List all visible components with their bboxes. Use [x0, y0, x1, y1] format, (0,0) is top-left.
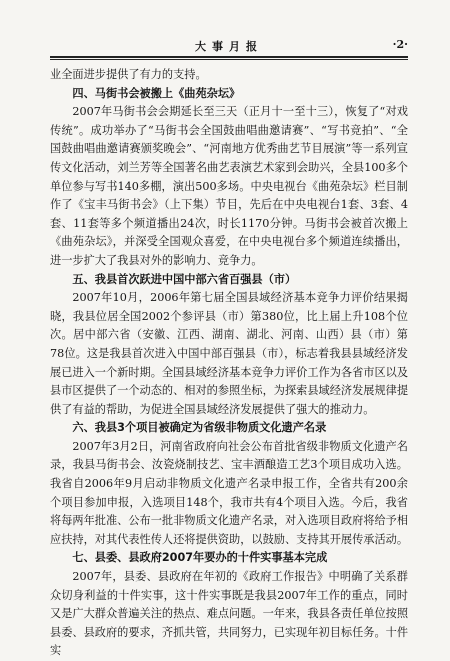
- running-title: 大事月报: [195, 40, 263, 53]
- paragraph: 2007年，县委、县政府在年初的《政府工作报告》中明确了关系群众切身利益的十件实事，这十件实事既是我县2007年工作的重点，同时又是广大群众普遍关注的热点、难点问题。一年来，我县各责任单位按照县委、县政府的要求，齐抓共管，共同努力，已实现年初目标任务。十件实: [50, 570, 409, 658]
- section-heading: 七、县委、县政府2007年要办的十件实事基本完成: [72, 551, 328, 565]
- paragraph: 2007年3月2日，河南省政府向社会公布首批省级非物质文化遗产名录，我县马街书会、汝瓷烧制技艺、宝丰酒酿造工艺3个项目成功入选。我省自2006年9月启动非物质文化遗产名录申报工作，全省共有200余个项目参加申报，入选项目148个，我市共有4个项目入选。今后，我省将每两年批准、公布一批非物质文化遗产名录，对入选项目政府将给予相应扶持，对其代表性传人还将提供资助，以鼓励、支持其开展传承活动。: [50, 439, 409, 546]
- document-body: [50, 66, 408, 661]
- header-rule: [50, 56, 408, 58]
- section-heading: 六、我县3个项目被确定为省级非物质文化遗产名录: [72, 421, 327, 435]
- page-number: ·2·: [392, 38, 408, 51]
- section-heading: 五、我县首次跃进中国中部六省百强县（市）: [72, 272, 297, 286]
- header-rule-thin: [50, 59, 408, 60]
- paragraph: 2007年10月，2006年第七届全国县域经济基本竞争力评价结果揭晓，我县位居全国2002个参评县（市）第380位，比上届上升108个位次。居中部六省（安徽、江西、湖南、湖北、河南、山西）县（市）第78位。这是我县首次进入中国中部百强县（市），标志着我县县域经济发展已进入一个新时期。全国县域经济基本竞争力评价工作为各省市区以及县市区提供了一个动态的、相对的参照坐标，为探索县域经济发展规律提供了有益的帮助，为促进全国县域经济发展提供了强大的推动力。: [50, 291, 409, 416]
- paragraph: 2007年马街书会会期延长至三天（正月十一至十三），恢复了“对戏传统”。成功举办了“马街书会全国鼓曲唱曲邀请赛”、“写书竞拍”、“全国鼓曲唱曲邀请赛颁奖晚会”、“河南地方优秀曲艺节目展演”等一系列宣传文化活动，刘兰芳等全国著名曲艺表演艺术家到会助兴，全县100多个单位参与写书140多棚，演出500多场。中央电视台《曲苑杂坛》栏目制作了《宝丰马街书会》（上下集）节目，先后在中央电视台1套、3套、4套、11套等多个频道播出24次，时长1170分钟。马街书会被首次搬上《曲苑杂坛》，并深受全国观众喜爱，在中央电视台多个频道连续播出，进一步扩大了我县对外的影响力、竞争力。: [50, 105, 408, 267]
- paragraph: 业全面进步提供了有力的支持。: [50, 68, 207, 81]
- page-header: [50, 38, 408, 54]
- section-heading: 四、马街书会被搬上《曲苑杂坛》: [72, 86, 241, 100]
